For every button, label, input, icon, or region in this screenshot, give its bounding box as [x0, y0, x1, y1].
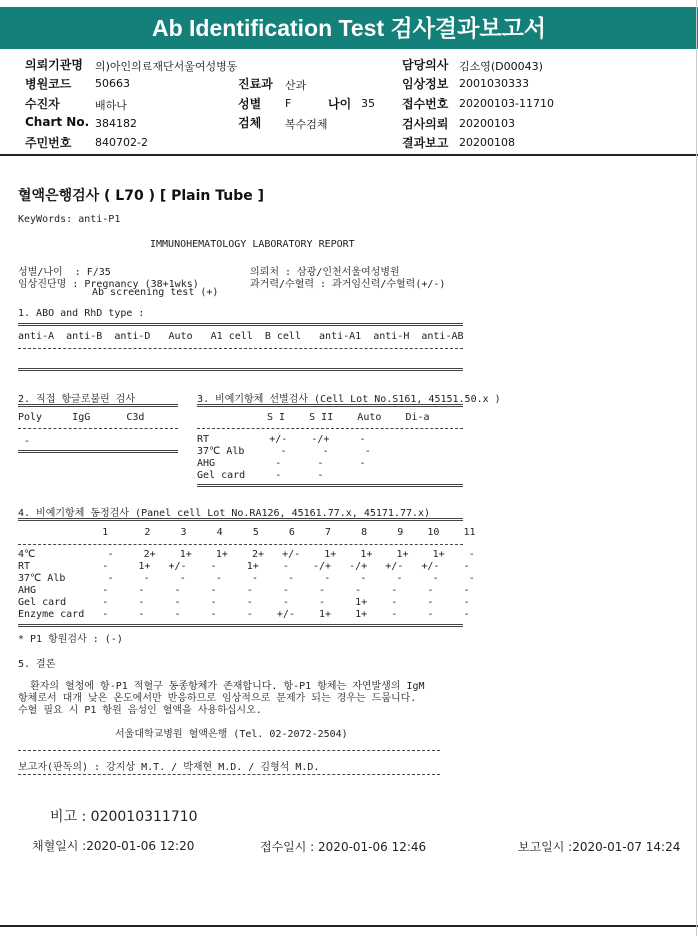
sex-value: F [285, 97, 292, 110]
hospital-code-label: 병원코드 [25, 77, 72, 91]
p1-antigen-line: * P1 항원검사 : (-) [18, 634, 123, 645]
s3-row: 37℃ Alb - - - [197, 446, 371, 457]
s1-header: anti-A anti-B anti-D Auto A1 cell B cell anti-A1 anti-H anti-AB [18, 331, 464, 342]
s4-row: RT - 1+ +/- - 1+ - -/+ -/+ +/- +/- - [18, 561, 470, 572]
patient-label: 수진자 [25, 97, 60, 111]
request-value: 20200103 [459, 117, 515, 130]
institution-value: 의)아인의료재단서울여성병동 [95, 60, 238, 73]
s3-row: RT +/- -/+ - [197, 434, 366, 445]
hospital-code-value: 50663 [95, 77, 130, 90]
specimen-value: 복수검체 [285, 118, 328, 131]
page-border [696, 0, 697, 936]
report-title: Ab Identification Test 검사결과보고서 [0, 7, 698, 49]
department-value: 산과 [285, 79, 307, 92]
specimen-label: 검체 [238, 116, 262, 130]
institution-label: 의뢰기관명 [25, 58, 83, 72]
patient-value: 배하나 [95, 99, 127, 112]
keywords: KeyWords: anti-P1 [18, 214, 121, 225]
s3-header: S I S II Auto Di-a [267, 412, 430, 423]
s2-title: 2. 직접 항글로불린 검사 [18, 394, 136, 405]
reported-time: 보고일시 :2020-01-07 14:24 [518, 840, 681, 854]
s4-title: 4. 비예기항체 동정검사 (Panel cell Lot No.RA126, 45161.77.x, 45171.77.x) [18, 508, 431, 519]
age-label: 나이 [328, 97, 352, 111]
s4-header: 1 2 3 4 5 6 7 8 9 10 11 [18, 527, 476, 538]
requester-line: 의뢰처 : 삼광/인천서울여성병원 [250, 267, 400, 278]
diagnosis-line-2: Ab screening test (+) [92, 287, 219, 298]
receipt-no-label: 접수번호 [402, 97, 449, 111]
chart-label: Chart No. [25, 115, 90, 129]
diagnosis-line: 임상진단명 : Pregnancy (38+1wks) [18, 279, 199, 290]
s2-rule-top [18, 404, 178, 407]
s4-rule-top [18, 518, 463, 521]
s3-rule-mid [197, 428, 463, 429]
s1-rule-bottom [18, 368, 463, 371]
conclusion-line: 수혈 필요 시 P1 항원 음성인 혈액을 사용하십시오. [18, 705, 262, 716]
s4-row: Enzyme card - - - - - +/- 1+ 1+ - - - [18, 609, 470, 620]
reporter-rule-bottom [18, 774, 440, 775]
received-time: 접수일시 : 2020-01-06 12:46 [260, 840, 427, 854]
s3-rule-top [197, 404, 463, 407]
age-value: 35 [361, 97, 375, 110]
department-label: 진료과 [238, 77, 273, 91]
note-line: 비고 : 020010311710 [50, 809, 198, 825]
s4-rule-bottom [18, 624, 463, 627]
s3-rule-bottom [197, 484, 463, 487]
hospital-line: 서울대학교병원 혈액은행 (Tel. 02-2072-2504) [115, 729, 348, 740]
s5-title: 5. 결론 [18, 659, 56, 670]
s3-row: AHG - - - [197, 458, 366, 469]
sex-age-line: 성별/나이 : F/35 [18, 267, 111, 278]
s2-value: - [18, 436, 31, 447]
s1-rule-mid [18, 348, 463, 349]
request-label: 검사의뢰 [402, 117, 449, 131]
section-title: 혈액은행검사 ( L70 ) [ Plain Tube ] [18, 188, 265, 204]
s1-title: 1. ABO and RhD type : [18, 308, 145, 319]
reporter-rule-top [18, 750, 440, 751]
report-date-label: 결과보고 [402, 136, 449, 150]
s3-row: Gel card - - [197, 470, 324, 481]
clinical-label: 임상정보 [402, 77, 449, 91]
sex-label: 성별 [238, 97, 262, 111]
clinical-value: 2001030333 [459, 77, 529, 90]
s4-row: 4℃ - 2+ 1+ 1+ 2+ +/- 1+ 1+ 1+ 1+ - [18, 549, 475, 560]
report-date-value: 20200108 [459, 136, 515, 149]
s4-row: AHG - - - - - - - - - - - [18, 585, 470, 596]
rrn-value: 840702-2 [95, 136, 148, 149]
doctor-value: 김소영(D00043) [459, 60, 543, 73]
history-line: 과거력/수혈력 : 과거임신력/수혈력(+/-) [250, 279, 446, 290]
s1-rule-top [18, 323, 463, 326]
conclusion-line: 환자의 혈청에 항-P1 적혈구 동종항체가 존재합니다. 항-P1 항체는 자연발생의 IgM [18, 681, 425, 692]
conclusion-line: 항체로서 대개 낮은 온도에서만 반응하므로 임상적으로 문제가 되는 경우는 드뭅니다. [18, 693, 417, 704]
s2-rule-bottom [18, 450, 178, 453]
s3-title: 3. 비예기항체 선별검사 (Cell Lot No.S161, 45151.50.x ) [197, 394, 501, 405]
s2-header: Poly IgG C3d [18, 412, 145, 423]
s2-rule-mid [18, 428, 178, 429]
chart-value: 384182 [95, 117, 137, 130]
s4-row: 37℃ Alb - - - - - - - - - - - [18, 573, 475, 584]
s4-row: Gel card - - - - - - - 1+ - - - [18, 597, 470, 608]
lab-title: IMMUNOHEMATOLOGY LABORATORY REPORT [150, 239, 355, 250]
rrn-label: 주민번호 [25, 136, 72, 150]
header-divider [0, 154, 698, 156]
receipt-no-value: 20200103-11710 [459, 97, 554, 110]
reporter-line: 보고자(판독의) : 강지상 M.T. / 박재현 M.D. / 김형석 M.D. [18, 762, 320, 773]
doctor-label: 담당의사 [402, 58, 449, 72]
s4-rule-mid [18, 544, 463, 545]
footer-divider [0, 925, 698, 927]
collected-time: 채혈일시 :2020-01-06 12:20 [32, 839, 195, 853]
